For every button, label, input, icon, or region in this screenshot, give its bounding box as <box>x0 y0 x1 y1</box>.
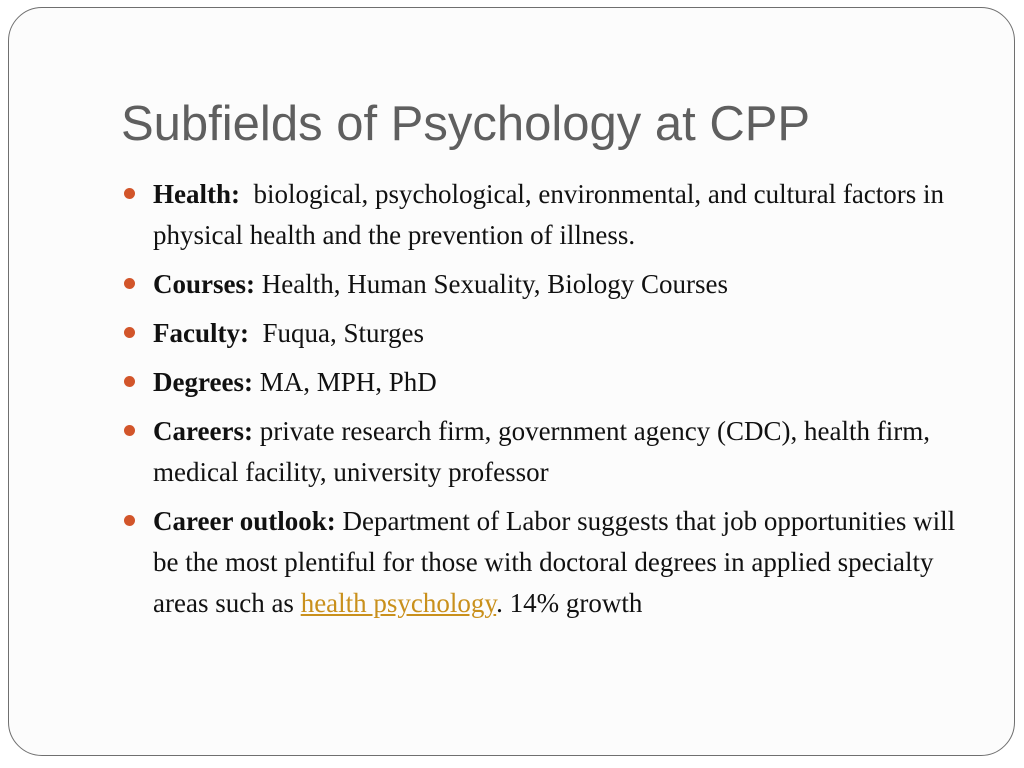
bullet-item-career-outlook <box>124 501 964 624</box>
bullet-term: Courses: <box>153 269 255 299</box>
bullet-term: Careers: <box>153 416 253 446</box>
bullet-text: Health, Human Sexuality, Biology Courses <box>261 269 728 299</box>
bullet-text: Fuqua, Sturges <box>262 318 424 348</box>
bullet-item-faculty <box>124 313 964 354</box>
bullet-item-courses <box>124 264 964 305</box>
bullet-dot-icon <box>124 425 135 436</box>
bullet-dot-icon <box>124 515 135 526</box>
bullet-term: Career outlook: <box>153 506 336 536</box>
bullet-term: Health: <box>153 179 240 209</box>
slide <box>8 7 1015 756</box>
bullet-dot-icon <box>124 376 135 387</box>
bullet-dot-icon <box>124 327 135 338</box>
bullet-text-after-link: . 14% growth <box>496 588 643 618</box>
bullet-list <box>124 174 964 632</box>
bullet-item-health <box>124 174 964 256</box>
bullet-item-degrees <box>124 362 964 403</box>
bullet-term: Degrees: <box>153 367 253 397</box>
bullet-text: MA, MPH, PhD <box>259 367 437 397</box>
slide-title: Subfields of Psychology at CPP <box>121 97 811 151</box>
bullet-text: Department of Labor suggests that job opportunities will be the most plentiful for those with doctoral degrees in applied specialty areas such as <box>153 506 956 618</box>
bullet-text: private research firm, government agency (CDC), health firm, medical facility, university professor <box>153 416 930 487</box>
health-psychology-link[interactable]: health psychology <box>300 588 497 618</box>
bullet-item-careers <box>124 411 964 493</box>
bullet-term: Faculty: <box>153 318 249 348</box>
bullet-dot-icon <box>124 188 135 199</box>
bullet-dot-icon <box>124 278 135 289</box>
bullet-text: biological, psychological, environmental, and cultural factors in physical health and the prevention of illness. <box>153 179 945 250</box>
